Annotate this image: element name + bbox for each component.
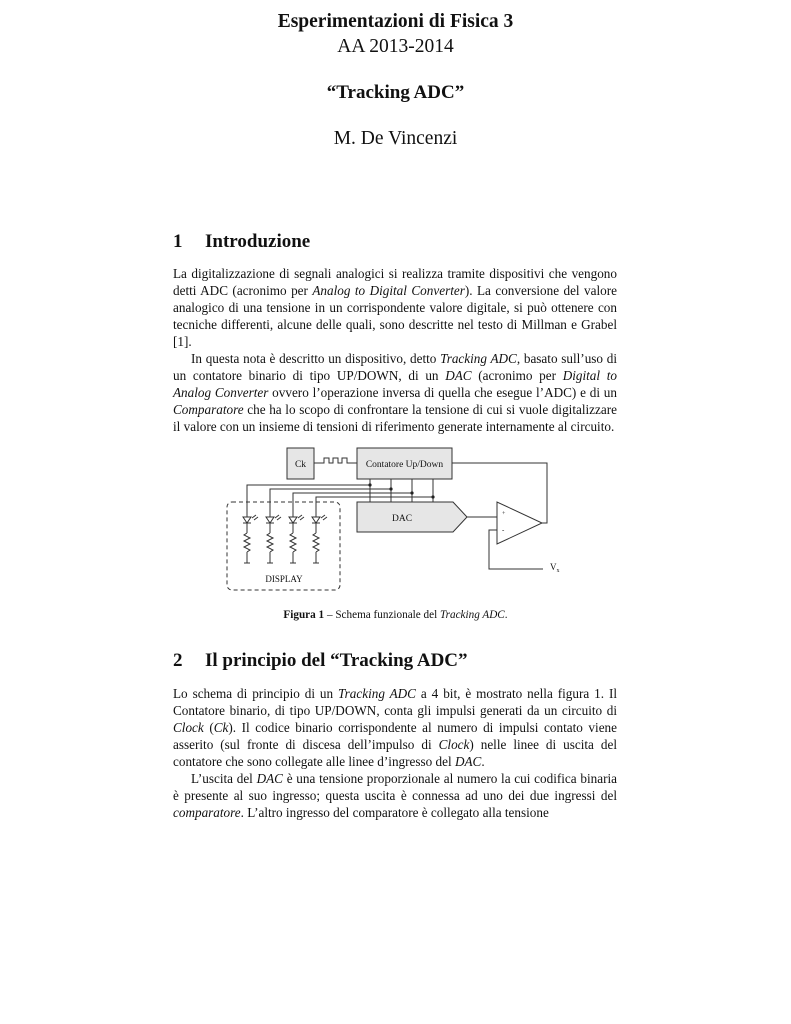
counter-label: Contatore Up/Down — [365, 460, 444, 470]
italic-text: DAC — [256, 771, 283, 786]
comparator-plus-label: + — [502, 511, 506, 517]
paragraph-text: ). Il codice binario corrispondente al numero di impulsi contato viene asserito (sul fronte di discesa dell’impulso di — [173, 720, 617, 752]
section-number: 2 — [173, 650, 183, 671]
paragraph-text: . L’altro ingresso del comparatore è collegato alla tensione — [240, 805, 549, 820]
italic-text: Tracking ADC — [338, 686, 416, 701]
paragraph-text: . — [481, 754, 485, 769]
paragraph-text: L’uscita del — [191, 771, 257, 786]
comparator-minus-label: - — [502, 526, 505, 534]
paragraph-text: (acronimo per — [471, 368, 563, 383]
section-heading-introduzione — [173, 231, 310, 253]
italic-text: Analog to Digital Converter — [312, 283, 465, 298]
paragraph — [173, 265, 617, 350]
italic-text: comparatore — [173, 805, 241, 820]
section-body — [173, 685, 617, 821]
italic-text: Comparatore — [173, 402, 244, 417]
comparator-block — [497, 502, 542, 544]
document-author: M. De Vincenzi — [333, 128, 458, 149]
italic-text: Clock — [438, 737, 470, 752]
clock-label: Ck — [294, 460, 307, 470]
figure-caption — [0, 609, 791, 621]
section-number: 1 — [173, 231, 183, 252]
paragraph-text: a 4 bit, è mostrato nella figura 1. Il Contatore binario, di tipo UP/DOWN, conta gli impulsi generati da un circuito di — [173, 686, 617, 718]
paragraph-text: ) nelle linee di uscita del contatore che sono collegate alle linee d’ingresso del — [173, 737, 617, 769]
dac-label: DAC — [391, 514, 413, 524]
tracking-adc-schematic — [225, 442, 570, 598]
display-channels — [243, 515, 327, 563]
paragraph-text: che ha lo scopo di confrontare la tensione di cui si vuole digitalizzare il valore con un insieme di tensioni di riferimento generate internamente al circuito. — [173, 402, 617, 434]
figure-caption-italic: Tracking ADC — [440, 609, 505, 621]
italic-text: Ck — [213, 720, 229, 735]
paragraph-text: ( — [203, 720, 214, 735]
paragraph — [173, 770, 617, 821]
paragraph — [173, 685, 617, 770]
paragraph-text: è una tensione proporzionale al numero la cui codifica binaria è presente al suo ingresso; questa uscita è connessa ad uno dei due ingressi del — [173, 771, 617, 803]
paragraph-text: ). La conversione del valore analogico di una tensione in un corrispondente valore digitale, si può ottenere con tecniche differenti, alcune delle quali, sono descritte nel testo di Millman e Grabel [1]. — [173, 283, 617, 349]
document-subtitle: “Tracking ADC” — [326, 82, 465, 103]
figure-caption-end: . — [504, 609, 508, 621]
italic-text: Digital to Analog Converter — [173, 368, 618, 400]
document-academic-year: AA 2013-2014 — [337, 36, 454, 57]
paragraph-text: La digitalizzazione di segnali analogici si realizza tramite dispositivi che vengono detti ADC (acronimo per — [173, 266, 617, 298]
vx-label: $V_x$ — [550, 562, 560, 574]
paragraph — [173, 350, 617, 435]
section-title: Introduzione — [205, 231, 311, 252]
italic-text: Clock — [173, 720, 204, 735]
section-body — [173, 265, 617, 435]
document-course-title: Esperimentazioni di Fisica 3 — [277, 11, 514, 32]
figure-caption-text: – Schema funzionale del — [324, 609, 441, 621]
paragraph-text: ovvero l’operazione inversa di quella che esegue l’ADC) e di un — [268, 385, 617, 400]
italic-text: DAC — [454, 754, 482, 769]
figure-caption-label: Figura 1 — [283, 609, 325, 621]
section-heading-principio — [173, 650, 468, 672]
paragraph-text: In questa nota è descritto un dispositivo, detto — [191, 351, 441, 366]
clock-pulse-line — [314, 458, 357, 463]
display-label: DISPLAY — [265, 574, 303, 584]
paragraph-text: , basato sull’uso di un contatore binario di tipo UP/DOWN, di un — [173, 351, 617, 383]
italic-text: DAC — [445, 368, 472, 383]
italic-text: Tracking ADC — [440, 351, 517, 366]
paragraph-text: Lo schema di principio di un — [173, 686, 339, 701]
section-title: Il principio del “Tracking ADC” — [205, 650, 468, 671]
